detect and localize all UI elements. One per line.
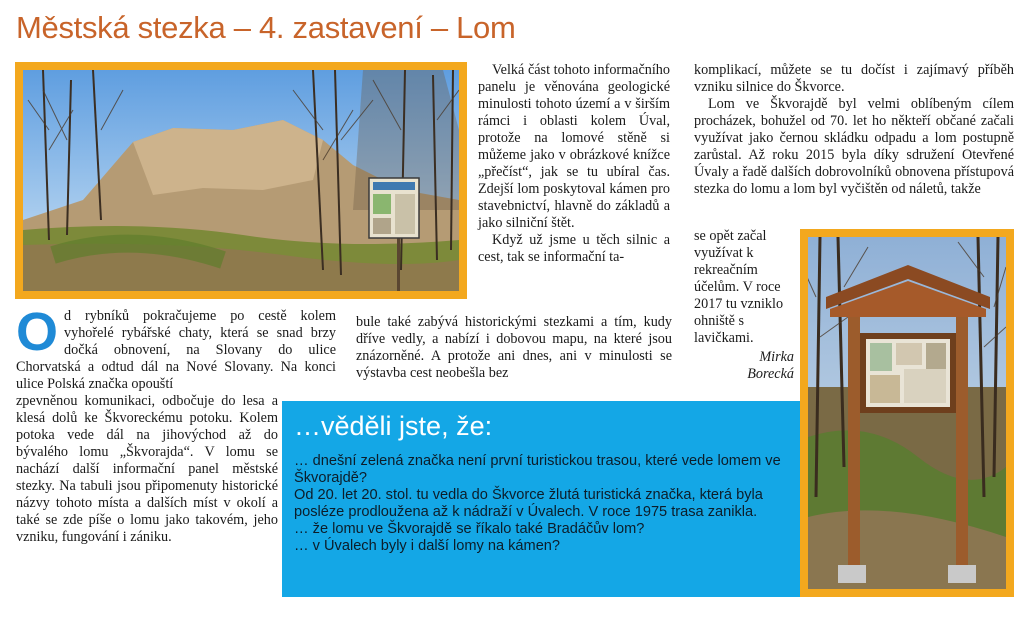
right-column-top — [694, 62, 1014, 198]
author-first-name: Mirka — [759, 349, 794, 365]
did-you-know-item: Od 20. let 20. stol. tu vedla do Škvorce žlutá turistická značka, která byla posléze prodloužena až k nádraží v Úvalech. V roce 1975 trasa zanikla. — [294, 487, 763, 520]
middle-column-bottom — [356, 314, 672, 382]
right-paragraph-2-continued: se opět začal využívat k rekreačním účelům. V roce 2017 tu vzniklo ohniště s lavičkami. — [694, 228, 784, 346]
right-paragraph-1: komplikací, můžete se tu dočíst i zajímavý příběh vzniku silnice do Škvorce. — [694, 62, 1014, 95]
info-board-photo — [808, 237, 1006, 589]
did-you-know-item: … dnešní zelená značka není první turistickou trasou, které vede lomem ve Škvorajdě? — [294, 453, 781, 486]
did-you-know-item: … v Úvalech byly i další lomy na kámen? — [294, 538, 561, 554]
did-you-know-box — [282, 401, 800, 597]
info-board-photo-frame — [800, 229, 1014, 597]
middle-paragraph-2-rest: bule také zabývá historickými stezkami a tím, kudy dříve vedly, a nabízí i dobovou mapu, na které jsou znázorněné. A protože ani dnes, ani v minulosti se výstavba cest neobešla bez — [356, 314, 672, 381]
dropcap-letter: O — [16, 302, 59, 362]
did-you-know-heading: …věděli jste, že: — [294, 411, 493, 441]
right-paragraph-2: Lom ve Škvorajdě byl velmi oblíbeným cílem procházek, bohužel od 70. let ho někteří občané začali využívat jako černou skládku odpadu a lom postupně zarůstal. Až roku 2015 byla díky sdružení Otevřené Úvaly a řadě dalších dobrovolníků obnovena přístupová stezka do lomu a lom byl vyčištěn od náletů, takže — [694, 96, 1014, 197]
did-you-know-item: … že lomu ve Škvorajdě se říkalo také Bradáčův lom? — [294, 521, 645, 537]
quarry-photo-frame — [15, 62, 467, 299]
author-last-name: Borecká — [747, 366, 794, 382]
middle-column-top — [478, 62, 670, 266]
page-title: Městská stezka – 4. zastavení – Lom — [16, 10, 516, 45]
quarry-photo — [23, 70, 459, 291]
right-column-narrow — [694, 228, 794, 383]
middle-paragraph-1: Velká část tohoto informačního panelu je věnována geologické minulosti tohoto území a v širším rámci i oblasti kolem Úval, protože na lomové stěně si můžeme jako v obrázkové knížce „přečíst“, jak se tu ubíral čas. Zdejší lom poskytoval kámen pro stavebnictví, hlavně do základů a jako silniční štět. — [478, 62, 670, 231]
left-paragraph-start: d rybníků pokračujeme po cestě kolem vyhořelé rybářské chaty, která se snad brzy dočká obnovení, na Slovany do ulice Chorvatská a odtud dál na Nové Slovany. Na konci ulice Polská značka opouští — [16, 308, 336, 392]
middle-paragraph-2-start: Když už jsme u těch silnic a cest, tak se informační ta- — [478, 232, 670, 265]
left-paragraph-continued: zpevněnou komunikaci, odbočuje do lesa a klesá dolů ke Škvoreckému potoku. Kolem potoka vede dál na jihovýchod až do bývalého lomu „Škvorajda“. V lomu se nachází další informační panel městské stezky. Na tabuli jsou připomenuty historické názvy tohoto místa a dalších míst v okolí a také se zde píše o lomu jako takovém, jeho vzniku, fungování i zániku. — [16, 393, 278, 545]
